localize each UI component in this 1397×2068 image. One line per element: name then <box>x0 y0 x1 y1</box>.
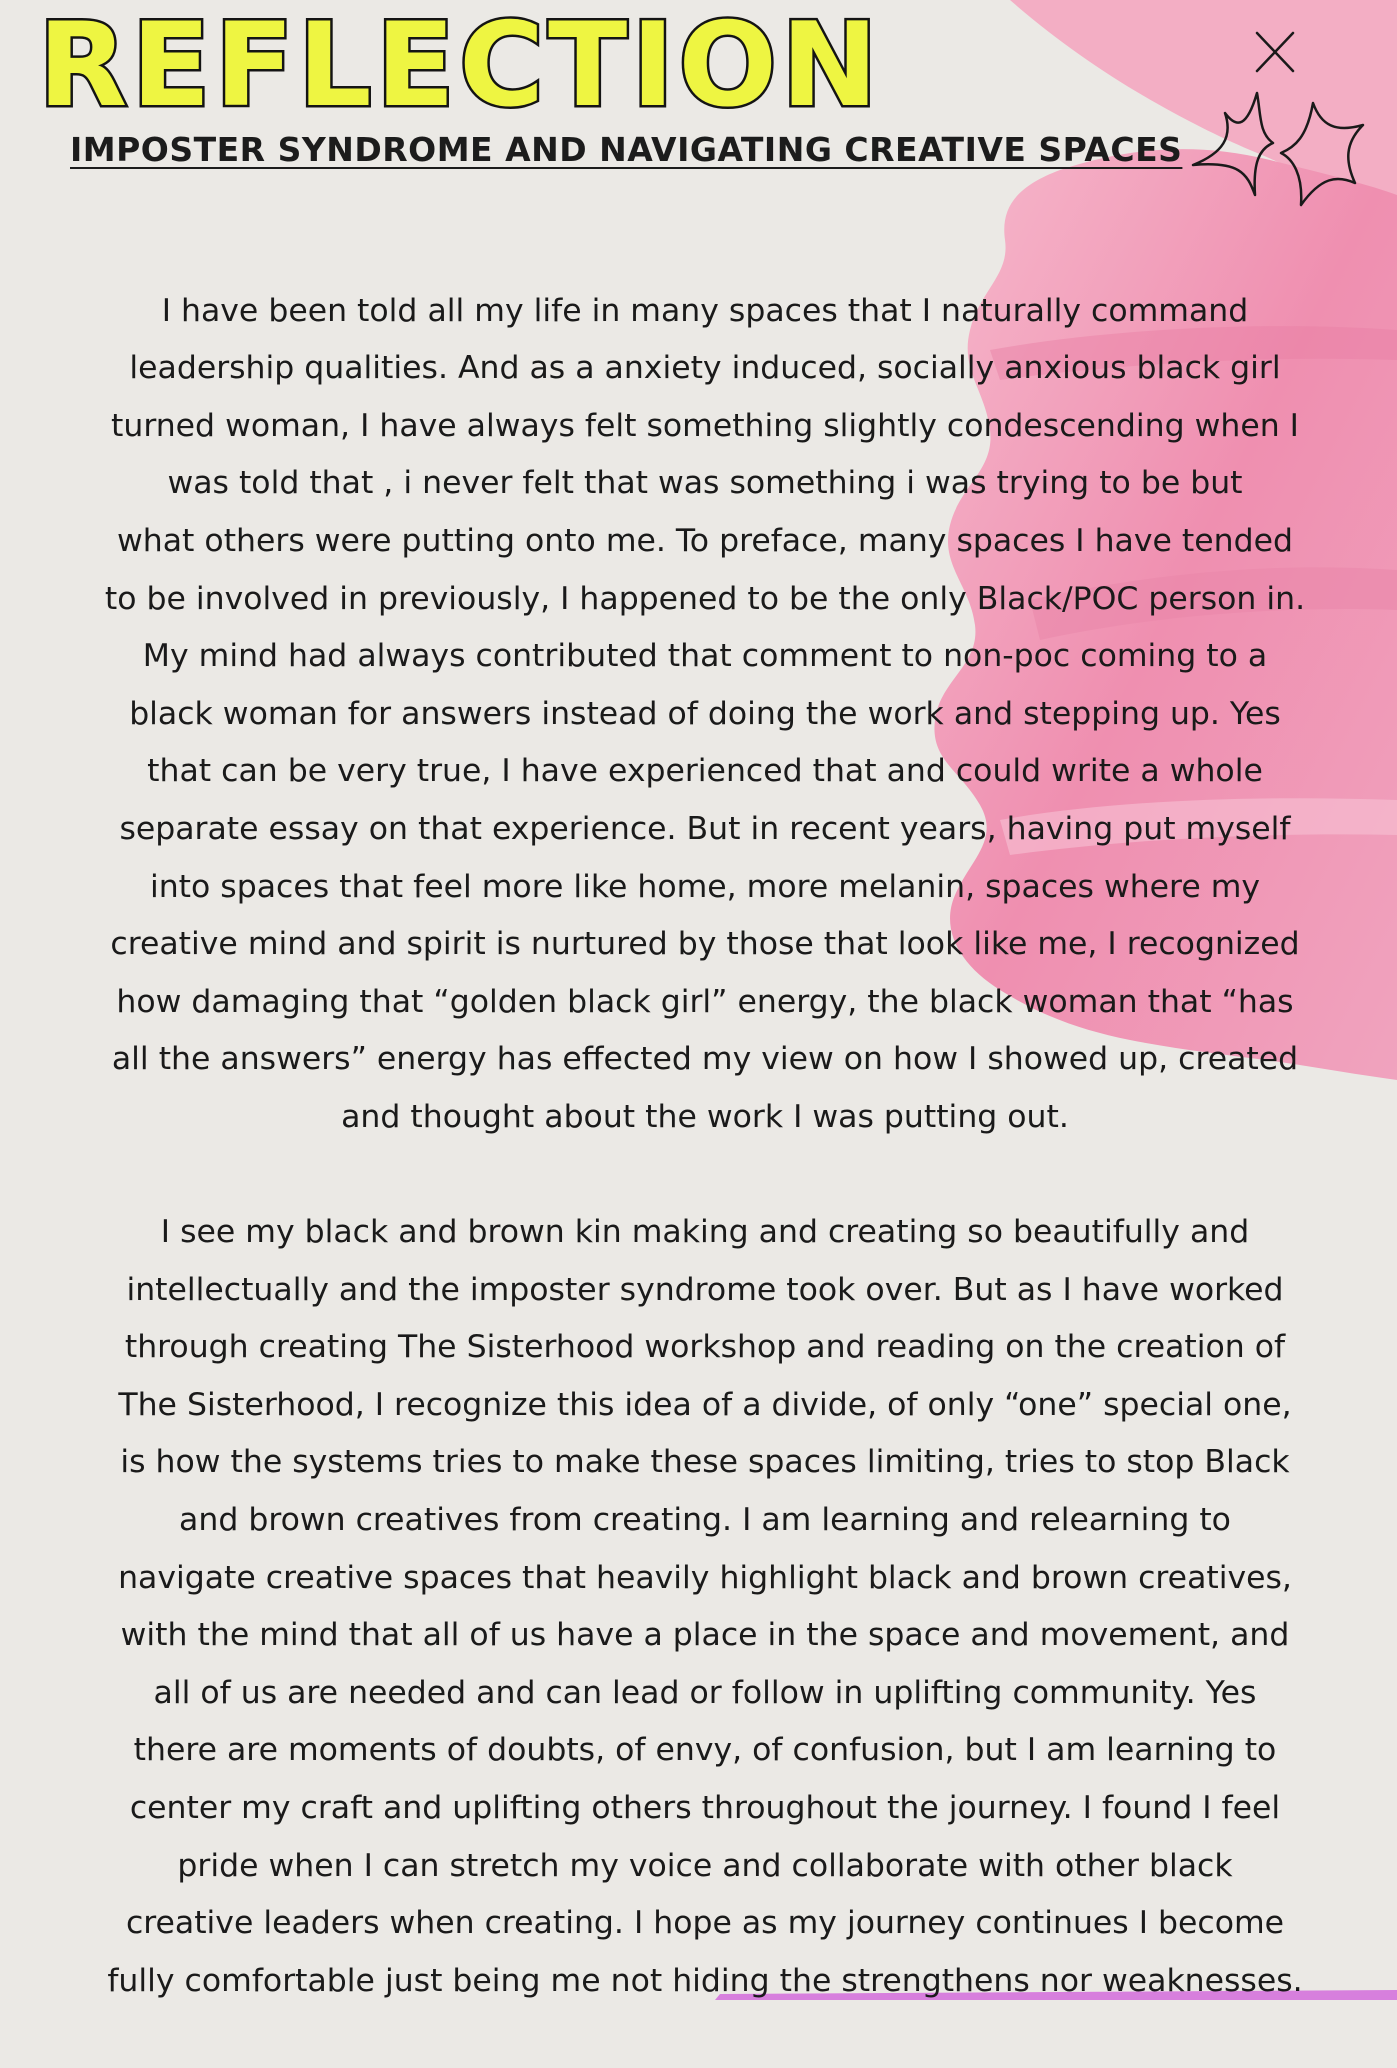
sparkle-star-icon <box>1193 93 1273 195</box>
x-mark-icon <box>1257 33 1293 71</box>
page-subtitle: IMPOSTER SYNDROME AND NAVIGATING CREATIVE SPACES <box>70 130 1183 169</box>
page-title: REFLECTION <box>38 0 883 133</box>
essay-body <box>40 225 1370 2068</box>
decorative-stars <box>1185 25 1385 225</box>
essay-paragraph-1: I have been told all my life in many spaces that I naturally command leadership qualities. And as a anxiety induced, socially anxious black girl turned woman, I have always felt something slightly condescending when I was told that , i never felt that was something i was trying to be but what others were putting onto me. To preface, many spaces I have tended to be involved in previously, I happened to be the only Black/POC person in. My mind had always contributed that comment to non-poc coming to a black woman for answers instead of doing the work and stepping up. Yes that can be very true, I have experienced that and could write a whole separate essay on that experience. But in recent years, having put myself into spaces that feel more like home, more melanin, spaces where my creative mind and spirit is nurtured by those that look like me, I recognized how damaging that “golden black girl” energy, the black woman that “has all the answers” energy has effected my view on how I showed up, created and thought about the work I was putting out. <box>104 292 1306 1135</box>
essay-paragraph-2: I see my black and brown kin making and creating so beautifully and intellectually and the imposter syndrome took over. But as I have worked through creating The Sisterhood workshop and reading on the creation of The Sisterhood, I recognize this idea of a divide, of only “one” special one, is how the systems tries to make these spaces limiting, tries to stop Black and brown creatives from creating. I am learning and relearning to navigate creative spaces that heavily highlight black and brown creatives, with the mind that all of us have a place in the space and movement, and all of us are needed and can lead or follow in uplifting community. Yes there are moments of doubts, of envy, of confusion, but I am learning to center my craft and uplifting others throughout the journey. I found I feel pride when I can stretch my voice and collaborate with other black creative leaders when creating. I hope as my journey continues I become fully comfortable just being me not hiding the strengthens nor weaknesses. <box>107 1214 1303 1999</box>
sparkle-star-icon <box>1281 103 1363 205</box>
